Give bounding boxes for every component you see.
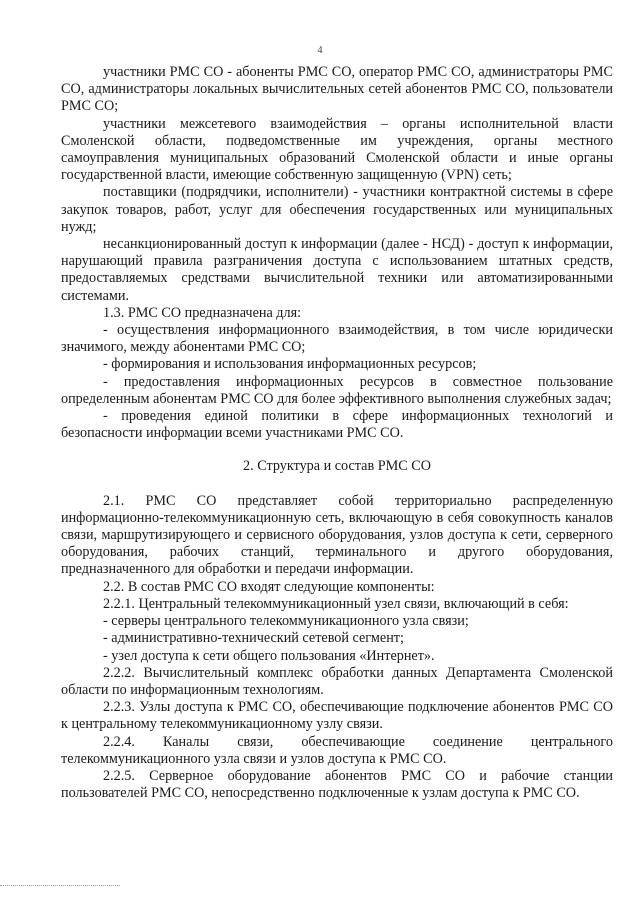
paragraph-2-2-1: 2.2.1. Центральный телекоммуникационный узел связи, включающий в себя: xyxy=(103,595,569,612)
paragraph-2-1: 2.1. РМС СО представляет собой территориально распределенную информационно-телекоммуникационную сеть, включающую в себя совокупность каналов связи, маршрутизирующего и сервисного оборудования, узлов доступа к сети, серверного оборудования, рабочих станций, терминального и другого оборудования, предназначенного для обработки и передачи информации. xyxy=(61,492,613,578)
section-heading: 2. Структура и состав РМС СО xyxy=(243,458,431,475)
paragraph-interaction-participants: участники межсетевого взаимодействия – органы исполнительной власти Смоленской области, подведомственные им учреждения, органы местного самоуправления муниципальных образований Смоленской области и иные органы государственной власти, имеющие собственную защищенную (VPN) сеть; xyxy=(61,115,613,184)
paragraph-nsd: несанкционированный доступ к информации (далее - НСД) - доступ к информации, нарушающий правила разграничения доступа с использованием штатных средств, предоставляемых средствами вычислительной техники или автоматизированными системами. xyxy=(61,236,613,304)
paragraph-2-2-3: 2.2.3. Узлы доступа к РМС СО, обеспечивающие подключение абонентов РМС СО к центральному телекоммуникационному узлу связи. xyxy=(61,699,613,733)
list-item: - серверы центрального телекоммуникационного узла связи; xyxy=(103,613,469,630)
footer-divider xyxy=(0,885,120,886)
page-number: 4 xyxy=(317,45,323,56)
list-item: - проведения единой политики в сфере информационных технологий и безопасности информации всеми участниками РМС СО. xyxy=(61,408,613,442)
list-item: - административно-технический сетевой сегмент; xyxy=(103,630,404,647)
document-body xyxy=(61,64,613,802)
list-item: - формирования и использования информационных ресурсов; xyxy=(103,356,477,373)
list-item: - узел доступа к сети общего пользования «Интернет». xyxy=(103,647,435,664)
list-item: - предоставления информационных ресурсов в совместное пользование определенным абонентам РМС СО для более эффективного выполнения служебных задач; xyxy=(61,373,613,407)
paragraph-2-2-4: 2.2.4. Каналы связи, обеспечивающие соединение центрального телекоммуникационного узла связи и узлов доступа к РМС СО. xyxy=(61,733,613,767)
list-item: - осуществления информационного взаимодействия, в том числе юридически значимого, между абонентами РМС СО; xyxy=(61,322,613,356)
paragraph-2-2-2: 2.2.2. Вычислительный комплекс обработки данных Департамента Смоленской области по информационным технологиям. xyxy=(61,664,613,698)
paragraph-2-2-5: 2.2.5. Серверное оборудование абонентов РМС СО и рабочие станции пользователей РМС СО, непосредственно подключенные к узлам доступа к РМС СО. xyxy=(61,767,613,802)
paragraph-2-2: 2.2. В состав РМС СО входят следующие компоненты: xyxy=(103,578,435,595)
paragraph-suppliers: поставщики (подрядчики, исполнители) - участники контрактной системы в сфере закупок товаров, работ, услуг для обеспечения государственных или муниципальных нужд; xyxy=(61,184,613,235)
paragraph-participants: участники РМС СО - абоненты РМС СО, оператор РМС СО, администраторы РМС СО, администраторы локальных вычислительных сетей абонентов РМС СО, пользователи РМС СО; xyxy=(61,64,613,115)
paragraph-1-3: 1.3. РМС СО предназначена для: xyxy=(103,304,302,321)
